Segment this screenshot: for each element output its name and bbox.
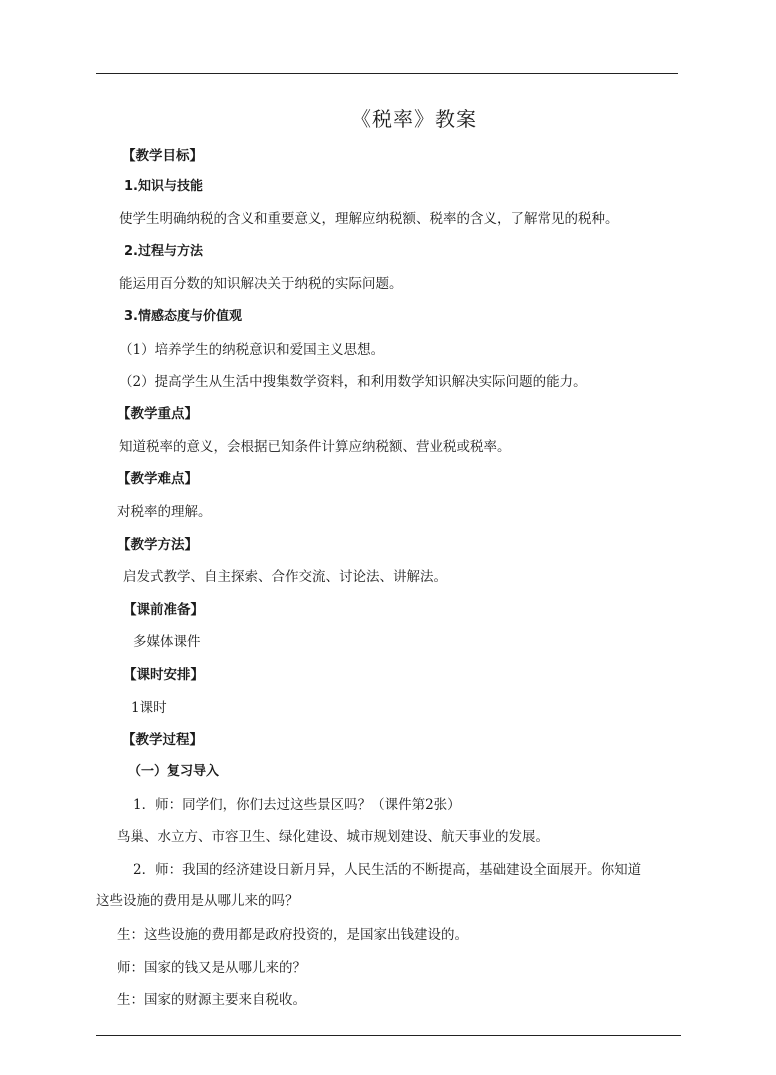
paragraph: （1）培养学生的纳税意识和爱国主义思想。	[119, 342, 385, 358]
paragraph: 对税率的理解。	[117, 504, 212, 520]
paragraph: 鸟巢、水立方、市容卫生、绿化建设、城市规划建设、航天事业的发展。	[117, 829, 549, 845]
header-rule	[96, 73, 678, 74]
heading-key-points: 【教学重点】	[117, 406, 198, 422]
subheading-knowledge-skills: 1.知识与技能	[124, 179, 203, 194]
subheading-attitude-values: 3.情感态度与价值观	[124, 309, 242, 324]
paragraph: 多媒体课件	[133, 634, 201, 650]
heading-schedule: 【课时安排】	[123, 667, 204, 683]
paragraph: 能运用百分数的知识解决关于纳税的实际问题。	[119, 276, 403, 292]
paragraph: 这些设施的费用是从哪儿来的吗？	[96, 893, 299, 909]
paragraph: 使学生明确纳税的含义和重要意义，理解应纳税额、税率的含义，了解常见的税种。	[119, 211, 619, 227]
heading-teaching-goals: 【教学目标】	[122, 148, 203, 164]
paragraph: 生：这些设施的费用都是政府投资的，是国家出钱建设的。	[117, 927, 468, 943]
paragraph: 师：国家的钱又是从哪儿来的？	[117, 960, 306, 976]
paragraph: 启发式教学、自主探索、合作交流、讨论法、讲解法。	[123, 569, 447, 585]
heading-preparation: 【课前准备】	[123, 602, 204, 618]
paragraph: 2．师：我国的经济建设日新月异，人民生活的不断提高，基础建设全面展开。你知道	[133, 862, 642, 878]
heading-difficulties: 【教学难点】	[117, 471, 198, 487]
heading-teaching-methods: 【教学方法】	[117, 537, 198, 553]
paragraph: （2）提高学生从生活中搜集数学资料，和利用数学知识解决实际问题的能力。	[119, 374, 587, 390]
paragraph: 生：国家的财源主要来自税收。	[117, 992, 306, 1008]
paragraph: 知道税率的意义，会根据已知条件计算应纳税额、营业税或税率。	[119, 439, 511, 455]
paragraph: 1课时	[131, 700, 167, 716]
heading-teaching-process: 【教学过程】	[122, 732, 203, 748]
subheading-review: （一）复习导入	[128, 764, 220, 779]
subheading-process-methods: 2.过程与方法	[124, 244, 203, 259]
footer-rule	[96, 1035, 681, 1036]
document-title: 《税率》教案	[351, 107, 477, 131]
paragraph: 1．师：同学们，你们去过这些景区吗？（课件第2张）	[133, 797, 461, 813]
